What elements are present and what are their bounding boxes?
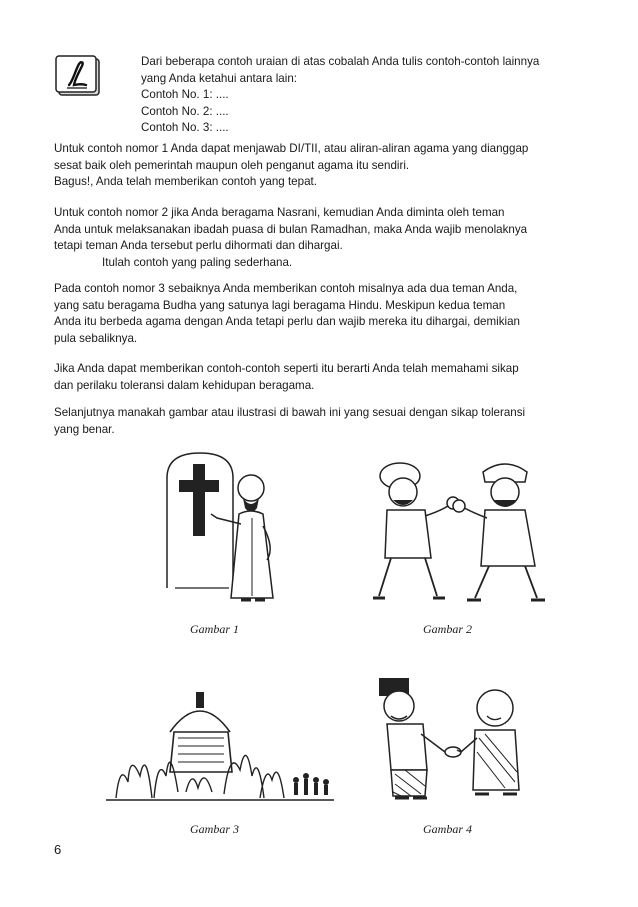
paragraph-2 xyxy=(54,205,584,271)
paragraph-5 xyxy=(54,405,584,438)
intro-line: Contoh No. 2: .... xyxy=(141,104,229,118)
two-men-shaking-hands-illustration xyxy=(365,672,535,812)
text-line: sesat baik oleh pemerintah maupun oleh penganut agama itu sendiri. xyxy=(54,158,410,172)
figure-caption: Gambar 4 xyxy=(423,822,473,836)
text-line: Untuk contoh nomor 1 Anda dapat menjawab DI/TII, atau aliran-aliran agama yang dianggap xyxy=(54,142,529,155)
figure-caption: Gambar 3 xyxy=(190,822,240,836)
intro-line: Contoh No. 1: .... xyxy=(141,88,229,102)
intro-block xyxy=(141,54,581,137)
writing-hand-icon xyxy=(55,55,103,99)
text-line: Itulah contoh yang paling sederhana. xyxy=(102,255,293,269)
page-number: 6 xyxy=(54,842,62,857)
paragraph-1 xyxy=(54,141,584,191)
text-line: Anda untuk melaksanakan ibadah puasa di bulan Ramadhan, maka Anda wajib menolaknya xyxy=(54,222,528,236)
text-line: yang benar. xyxy=(54,422,115,436)
text-line: Untuk contoh nomor 2 jika Anda beragama Nasrani, kemudian Anda diminta oleh teman xyxy=(54,206,505,219)
figure-caption: Gambar 2 xyxy=(423,622,473,636)
text-line: Pada contoh nomor 3 sebaiknya Anda memberikan contoh misalnya ada dua teman Anda, xyxy=(54,282,518,295)
text-line: Bagus!, Anda telah memberikan contoh yang tepat. xyxy=(54,175,317,189)
intro-line: Dari beberapa contoh uraian di atas cobalah Anda tulis contoh-contoh lainnya xyxy=(141,55,540,68)
figure-caption: Gambar 1 xyxy=(190,622,240,636)
text-line: Selanjutnya manakah gambar atau ilustrasi di bawah ini yang sesuai dengan sikap toleransi xyxy=(54,406,526,419)
text-line: yang satu beragama Budha yang satunya lagi beragama Hindu. Meskipun kedua teman xyxy=(54,298,506,312)
paragraph-4 xyxy=(54,361,584,394)
text-line: Anda itu berbeda agama dengan Anda tetapi perlu dan wajib mereka itu dihargai, demikian xyxy=(54,315,520,329)
text-line: tetapi teman Anda tersebut perlu dihormati dan dihargai. xyxy=(54,239,343,253)
two-men-fighting-illustration xyxy=(355,448,555,608)
text-line: Jika Anda dapat memberikan contoh-contoh seperti itu berarti Anda telah memahami sikap xyxy=(54,362,519,375)
intro-line: Contoh No. 3: .... xyxy=(141,121,229,135)
burning-house-of-worship-illustration xyxy=(100,672,340,812)
intro-line: yang Anda ketahui antara lain: xyxy=(141,71,297,85)
text-line: pula sebaliknya. xyxy=(54,331,138,345)
text-line: dan perilaku toleransi dalam kehidupan beragama. xyxy=(54,378,315,392)
paragraph-3 xyxy=(54,281,584,347)
priest-pointing-at-cross-illustration xyxy=(155,448,295,608)
